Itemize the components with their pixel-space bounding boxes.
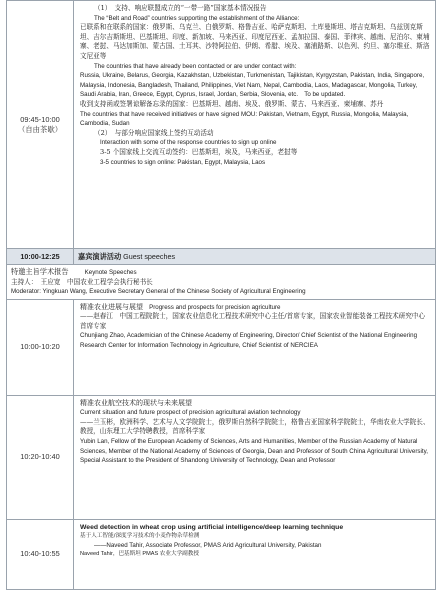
speaker-cn-small: Naveed Tahir，巴基斯坦 PMAS 农业大学副教授 [80,551,199,558]
talk-row [7,519,436,589]
speaker-cn: ——赵春江 中国工程院院士，国家农业信息化工程技术研究中心主任/首席专家，国家农业智能装备工程技术研究中心首席专家 [80,312,426,330]
speaker-cn: ——兰玉彬，欧洲科学、艺术与人文学院院士，俄罗斯自然科学院院士，格鲁吉亚国家科学院院士，华南农业大学院长、教授，山东理工大学特聘教授，首席科学家 [80,417,430,436]
session-title [74,249,436,265]
time-cell [7,1,74,249]
session-time: 10:00-12:25 [7,249,74,265]
agenda-page [6,0,436,600]
talk-content [74,519,436,589]
contacted-countries-cn: 已联系和在联系的国家：俄罗斯、乌克兰、白俄罗斯、格鲁吉亚、哈萨克斯坦、土库曼斯坦、塔吉克斯坦、乌兹别克斯坦、吉尔吉斯斯坦、巴基斯坦、印度、新加坡、马来西亚、印度尼西亚、孟加拉国、泰国、菲律宾、越南、尼泊尔、柬埔寨、老挝、马达加斯加、蒙古国、土耳其、沙特阿拉伯、伊朗、希腊、埃及、塞浦路斯、以色列、约旦、塞尔维亚、斯洛文尼亚等 [80,23,430,60]
contacted-countries-en-title: The countries that have already been contacted or are under contact with: [94,62,297,70]
host-cn: 主持人： 王应宽 中国农业工程学会执行秘书长 [11,277,153,286]
session-title-en: Guest speeches [123,251,176,261]
content-cell [74,1,436,249]
talk-title-cn: 基于人工智能/深度学习技术的小麦作物杂草检测 [80,533,200,540]
talk-title-cn: 精准农业进展与展望 [80,302,143,311]
talk-time: 10:40-10:55 [7,519,74,589]
talk-row [7,299,436,395]
talk-content [74,299,436,395]
keynote-label-en: Keynote Speeches [84,269,137,276]
talk-title [80,303,430,313]
agenda-table [6,0,436,590]
keynote-label [11,267,431,278]
item1-title-en: The “Belt and Road” countries supporting the establishment of the Alliance: [94,14,300,22]
speaker-en: Yubin Lan, Fellow of the European Academy of Sciences, Arts and Humanities, Member of the Russian Academy of Natural Sciences, Member of the National Academy of Sciences of Georgia, Dean and Professor of South China Agricultural University, Special Assistant to the President of Shandong University of Technology, Dean and Professor [80,438,428,465]
moderator-en: Moderator: Yingkuan Wang, Executive Secretary General of the Chinese Society of Agricultural Engineering [11,288,306,296]
time-note: （自由茶歇） [17,124,63,134]
talk-content [74,395,436,519]
item2-title-en: Interaction with some of the response countries to sign up online [100,139,277,147]
time-range: 09:45-10:00 [20,114,60,124]
session-title-cn: 嘉宾演讲活动 [78,251,122,261]
mou-countries-cn: 收到支持函或签署谅解备忘录的国家：巴基斯坦、越南、埃及、俄罗斯、蒙古、马来西亚、柬埔寨、苏丹 [80,99,384,108]
contacted-countries-en-list: Russia, Ukraine, Belarus, Georgia, Kazakhstan, Uzbekistan, Turkmenistan, Tajikistan, Kyrgyzstan, Pakistan, India, Singapore, Malaysia, Indonesia, Bangladesh, Thailand, Philippines, Viet Nam, Nepal, Cambodia, Laos, Madagascar, Mongolia, Turkey, Saudi Arabia, Iran, Greece, Egypt, Cyprus, Israel, Jordan, Serbia, Slovenia, etc. To be updated. [80,72,425,99]
signup-countries-en: 3-5 countries to sign online: Pakistan, Egypt, Malaysia, Laos [100,158,266,166]
talk-time: 10:20-10:40 [7,395,74,519]
session-header-row [7,249,436,265]
speaker-en: Chunjiang Zhao, Academician of the Chinese Academy of Engineering, Director/ Chief Scientist of the National Engineering Research Center for Information Technology in Agriculture, Chief Scientist of NERCIEA [80,332,418,350]
speaker-en: ——Naveed Tahir, Associate Professor, PMAS Arid Agricultural University, Pakistan [94,541,322,549]
keynote-row [7,265,436,300]
talk-title-en: Weed detection in wheat crop using artificial intelligence/deep learning technique [80,523,344,531]
mou-countries-en: The countries that have received initiatives or have signed MOU: Pakistan, Vietnam, Egypt, Russia, Mongolia, Malaysia, Cambodia, Sudan [80,110,409,128]
item2-title-cn: （2） 与部分响应国家线上签约互动活动 [94,128,214,137]
agenda-row-belt-road [7,1,436,249]
talk-title-en: Current situation and future prospect of precision agricultural aviation technology [80,409,301,417]
talk-time: 10:00-10:20 [7,299,74,395]
talk-title-en: Progress and prospects for precision agriculture [149,303,281,311]
item1-title-cn: （1） 支持、响应联盟成立的“一带一路”国家基本情况报告 [94,4,267,12]
keynote-label-cn: 特邀主旨学术报告 [11,267,69,276]
talk-row [7,395,436,519]
keynote-cell [7,265,436,300]
talk-title-cn: 精准农业航空技术的现状与未来展望 [80,398,192,407]
signup-countries-cn: 3-5 个国家线上交流互动签约：巴基斯坦，埃及，马来西亚，老挝等 [100,147,298,156]
